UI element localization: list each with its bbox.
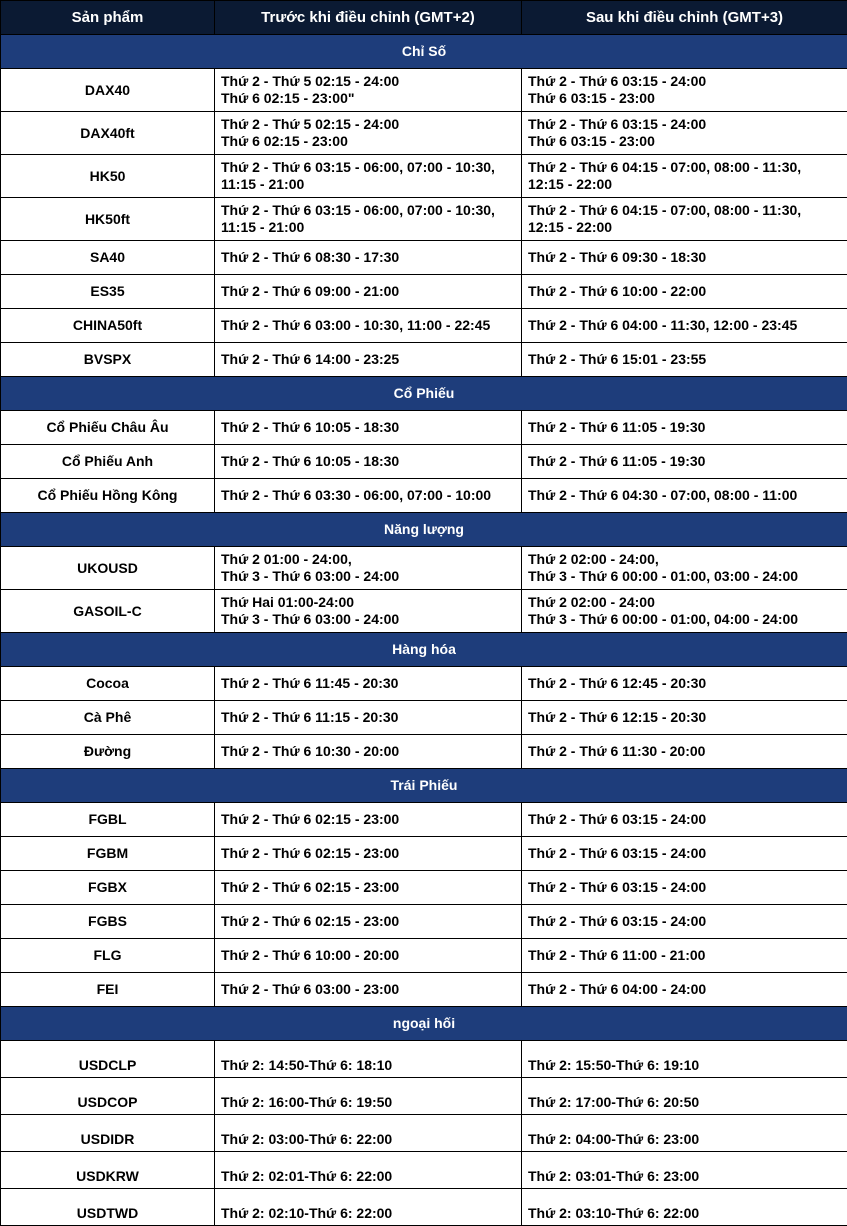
after-time-line: Thứ 2 - Thứ 6 09:30 - 18:30 (528, 249, 841, 266)
before-time-cell (215, 939, 522, 973)
before-time-cell (215, 1189, 522, 1226)
section-row-co-phieu (1, 377, 847, 411)
after-time-cell (522, 411, 847, 445)
table-header (1, 1, 847, 35)
after-time-cell (522, 112, 847, 155)
after-time-line: Thứ 2 - Thứ 6 11:05 - 19:30 (528, 419, 841, 436)
table-row (1, 1041, 847, 1078)
after-time-cell (522, 343, 847, 377)
product-cell: Đường (1, 735, 215, 769)
after-time-line: Thứ 6 03:15 - 23:00 (528, 90, 841, 107)
before-time-cell (215, 479, 522, 513)
product-cell: DAX40 (1, 69, 215, 112)
before-time-line: Thứ 2 - Thứ 5 02:15 - 24:00 (221, 116, 515, 133)
before-time-cell (215, 155, 522, 198)
before-time-line: Thứ 2 - Thứ 6 02:15 - 23:00 (221, 845, 515, 862)
after-time-line: Thứ 2: 04:00-Thứ 6: 23:00 (528, 1131, 841, 1148)
product-cell: FGBM (1, 837, 215, 871)
after-time-cell (522, 241, 847, 275)
after-time-cell (522, 1041, 847, 1078)
after-time-cell (522, 905, 847, 939)
product-cell: HK50 (1, 155, 215, 198)
after-time-line: 12:15 - 22:00 (528, 176, 841, 193)
table-row (1, 973, 847, 1007)
table-row (1, 241, 847, 275)
before-time-cell (215, 1078, 522, 1115)
before-time-line: Thứ 2: 16:00-Thứ 6: 19:50 (221, 1094, 515, 1111)
before-time-line: Thứ 2: 03:00-Thứ 6: 22:00 (221, 1131, 515, 1148)
after-time-line: Thứ 2 - Thứ 6 12:15 - 20:30 (528, 709, 841, 726)
table-row (1, 701, 847, 735)
product-cell: HK50ft (1, 198, 215, 241)
after-time-cell (522, 1189, 847, 1226)
section-row-nang-luong (1, 513, 847, 547)
before-time-line: 11:15 - 21:00 (221, 219, 515, 236)
after-time-line: Thứ 2 - Thứ 6 12:45 - 20:30 (528, 675, 841, 692)
table-row (1, 411, 847, 445)
before-time-line: Thứ 3 - Thứ 6 03:00 - 24:00 (221, 611, 515, 628)
table-row (1, 69, 847, 112)
after-time-cell (522, 837, 847, 871)
product-cell: SA40 (1, 241, 215, 275)
after-time-line: Thứ 2: 03:01-Thứ 6: 23:00 (528, 1168, 841, 1185)
before-time-line: Thứ 2 - Thứ 5 02:15 - 24:00 (221, 73, 515, 90)
before-time-line: Thứ 2 - Thứ 6 09:00 - 21:00 (221, 283, 515, 300)
after-time-line: Thứ 2 - Thứ 6 03:15 - 24:00 (528, 913, 841, 930)
product-cell: DAX40ft (1, 112, 215, 155)
table-row (1, 837, 847, 871)
product-cell: Cà Phê (1, 701, 215, 735)
table-row (1, 939, 847, 973)
section-title: Năng lượng (1, 513, 847, 547)
before-time-cell (215, 1152, 522, 1189)
section-title: Cổ Phiếu (1, 377, 847, 411)
before-time-line: Thứ 2 - Thứ 6 02:15 - 23:00 (221, 913, 515, 930)
table-row (1, 803, 847, 837)
before-time-line: Thứ 2 - Thứ 6 03:00 - 10:30, 11:00 - 22:45 (221, 317, 515, 334)
after-time-line: Thứ 2 - Thứ 6 04:15 - 07:00, 08:00 - 11:30, (528, 202, 841, 219)
after-time-cell (522, 590, 847, 633)
header-product: Sản phẩm (1, 1, 215, 35)
table-row (1, 1189, 847, 1226)
table-row (1, 590, 847, 633)
before-time-cell (215, 1041, 522, 1078)
before-time-line: Thứ 2 - Thứ 6 11:45 - 20:30 (221, 675, 515, 692)
after-time-cell (522, 871, 847, 905)
table-row (1, 198, 847, 241)
before-time-cell (215, 445, 522, 479)
before-time-line: Thứ 2 - Thứ 6 10:05 - 18:30 (221, 419, 515, 436)
before-time-cell (215, 198, 522, 241)
after-time-line: Thứ 2 - Thứ 6 04:30 - 07:00, 08:00 - 11:00 (528, 487, 841, 504)
before-time-line: Thứ 3 - Thứ 6 03:00 - 24:00 (221, 568, 515, 585)
after-time-line: Thứ 3 - Thứ 6 00:00 - 01:00, 03:00 - 24:00 (528, 568, 841, 585)
section-row-chi-so (1, 35, 847, 69)
after-time-line: Thứ 2 - Thứ 6 04:00 - 11:30, 12:00 - 23:45 (528, 317, 841, 334)
before-time-cell (215, 1115, 522, 1152)
before-time-cell (215, 871, 522, 905)
before-time-cell (215, 112, 522, 155)
before-time-line: Thứ 2 - Thứ 6 03:00 - 23:00 (221, 981, 515, 998)
product-cell: USDCOP (1, 1078, 215, 1115)
table-row (1, 1115, 847, 1152)
before-time-line: Thứ 2 - Thứ 6 03:15 - 06:00, 07:00 - 10:30, (221, 202, 515, 219)
after-time-line: Thứ 2 - Thứ 6 03:15 - 24:00 (528, 879, 841, 896)
product-cell: ES35 (1, 275, 215, 309)
product-cell: FGBX (1, 871, 215, 905)
before-time-cell (215, 411, 522, 445)
after-time-cell (522, 445, 847, 479)
before-time-cell (215, 701, 522, 735)
before-time-line: Thứ 2: 14:50-Thứ 6: 18:10 (221, 1057, 515, 1074)
before-time-cell (215, 667, 522, 701)
before-time-cell (215, 69, 522, 112)
after-time-line: Thứ 2 - Thứ 6 04:15 - 07:00, 08:00 - 11:30, (528, 159, 841, 176)
after-time-cell (522, 701, 847, 735)
table-row (1, 155, 847, 198)
after-time-cell (522, 667, 847, 701)
after-time-cell (522, 1152, 847, 1189)
section-title: Trái Phiếu (1, 769, 847, 803)
before-time-cell (215, 275, 522, 309)
after-time-line: Thứ 2 02:00 - 24:00 (528, 594, 841, 611)
product-cell: FGBS (1, 905, 215, 939)
before-time-cell (215, 905, 522, 939)
before-time-line: Thứ 2: 02:10-Thứ 6: 22:00 (221, 1205, 515, 1222)
product-cell: USDTWD (1, 1189, 215, 1226)
table-row (1, 343, 847, 377)
table-row (1, 735, 847, 769)
after-time-cell (522, 69, 847, 112)
product-cell: Cổ Phiếu Hồng Kông (1, 479, 215, 513)
before-time-cell (215, 547, 522, 590)
after-time-cell (522, 1115, 847, 1152)
before-time-cell (215, 309, 522, 343)
after-time-cell (522, 198, 847, 241)
after-time-line: Thứ 2 - Thứ 6 03:15 - 24:00 (528, 845, 841, 862)
table-row (1, 905, 847, 939)
section-row-trai-phieu (1, 769, 847, 803)
before-time-line: Thứ 2 - Thứ 6 02:15 - 23:00 (221, 879, 515, 896)
after-time-line: Thứ 2: 03:10-Thứ 6: 22:00 (528, 1205, 841, 1222)
section-title: Chỉ Số (1, 35, 847, 69)
table-row (1, 871, 847, 905)
after-time-line: Thứ 3 - Thứ 6 00:00 - 01:00, 04:00 - 24:00 (528, 611, 841, 628)
product-cell: GASOIL-C (1, 590, 215, 633)
after-time-cell (522, 309, 847, 343)
table-body (1, 35, 847, 1226)
after-time-cell (522, 803, 847, 837)
after-time-line: Thứ 2 - Thứ 6 11:05 - 19:30 (528, 453, 841, 470)
before-time-line: Thứ 2 01:00 - 24:00, (221, 551, 515, 568)
before-time-cell (215, 343, 522, 377)
table-row (1, 1152, 847, 1189)
after-time-cell (522, 547, 847, 590)
after-time-line: Thứ 2 - Thứ 6 03:15 - 24:00 (528, 811, 841, 828)
before-time-cell (215, 803, 522, 837)
before-time-line: Thứ 2 - Thứ 6 10:00 - 20:00 (221, 947, 515, 964)
after-time-line: Thứ 2 - Thứ 6 15:01 - 23:55 (528, 351, 841, 368)
product-cell: Cocoa (1, 667, 215, 701)
after-time-line: Thứ 2: 15:50-Thứ 6: 19:10 (528, 1057, 841, 1074)
product-cell: USDCLP (1, 1041, 215, 1078)
before-time-line: Thứ 2 - Thứ 6 02:15 - 23:00 (221, 811, 515, 828)
after-time-line: Thứ 6 03:15 - 23:00 (528, 133, 841, 150)
after-time-line: Thứ 2 - Thứ 6 03:15 - 24:00 (528, 116, 841, 133)
before-time-cell (215, 241, 522, 275)
product-cell: FEI (1, 973, 215, 1007)
section-title: ngoại hối (1, 1007, 847, 1041)
before-time-line: Thứ Hai 01:00-24:00 (221, 594, 515, 611)
after-time-line: Thứ 2 - Thứ 6 03:15 - 24:00 (528, 73, 841, 90)
header-before: Trước khi điều chỉnh (GMT+2) (215, 1, 522, 35)
table-row (1, 547, 847, 590)
before-time-line: Thứ 2 - Thứ 6 14:00 - 23:25 (221, 351, 515, 368)
before-time-line: 11:15 - 21:00 (221, 176, 515, 193)
product-cell: USDKRW (1, 1152, 215, 1189)
after-time-cell (522, 735, 847, 769)
before-time-line: Thứ 2 - Thứ 6 10:30 - 20:00 (221, 743, 515, 760)
before-time-cell (215, 973, 522, 1007)
after-time-line: Thứ 2: 17:00-Thứ 6: 20:50 (528, 1094, 841, 1111)
section-title: Hàng hóa (1, 633, 847, 667)
section-row-ngoai-hoi (1, 1007, 847, 1041)
table-row (1, 445, 847, 479)
before-time-line: Thứ 2 - Thứ 6 03:30 - 06:00, 07:00 - 10:00 (221, 487, 515, 504)
table-row (1, 309, 847, 343)
table-row (1, 112, 847, 155)
after-time-cell (522, 479, 847, 513)
after-time-line: Thứ 2 - Thứ 6 04:00 - 24:00 (528, 981, 841, 998)
before-time-line: Thứ 2 - Thứ 6 03:15 - 06:00, 07:00 - 10:30, (221, 159, 515, 176)
table-row (1, 667, 847, 701)
after-time-cell (522, 155, 847, 198)
product-cell: Cổ Phiếu Anh (1, 445, 215, 479)
product-cell: CHINA50ft (1, 309, 215, 343)
before-time-cell (215, 590, 522, 633)
after-time-cell (522, 1078, 847, 1115)
after-time-line: Thứ 2 - Thứ 6 10:00 - 22:00 (528, 283, 841, 300)
after-time-line: 12:15 - 22:00 (528, 219, 841, 236)
before-time-line: Thứ 2 - Thứ 6 08:30 - 17:30 (221, 249, 515, 266)
product-cell: FLG (1, 939, 215, 973)
table-row (1, 275, 847, 309)
after-time-cell (522, 275, 847, 309)
before-time-line: Thứ 2: 02:01-Thứ 6: 22:00 (221, 1168, 515, 1185)
table-row (1, 479, 847, 513)
after-time-line: Thứ 2 02:00 - 24:00, (528, 551, 841, 568)
before-time-line: Thứ 6 02:15 - 23:00" (221, 90, 515, 107)
after-time-cell (522, 939, 847, 973)
before-time-line: Thứ 2 - Thứ 6 10:05 - 18:30 (221, 453, 515, 470)
table-row (1, 1078, 847, 1115)
product-cell: USDIDR (1, 1115, 215, 1152)
before-time-cell (215, 837, 522, 871)
product-cell: BVSPX (1, 343, 215, 377)
product-cell: UKOUSD (1, 547, 215, 590)
product-cell: Cổ Phiếu Châu Âu (1, 411, 215, 445)
header-row (1, 1, 847, 35)
after-time-line: Thứ 2 - Thứ 6 11:30 - 20:00 (528, 743, 841, 760)
product-cell: FGBL (1, 803, 215, 837)
section-row-hang-hoa (1, 633, 847, 667)
before-time-line: Thứ 2 - Thứ 6 11:15 - 20:30 (221, 709, 515, 726)
before-time-line: Thứ 6 02:15 - 23:00 (221, 133, 515, 150)
after-time-cell (522, 973, 847, 1007)
header-after: Sau khi điều chỉnh (GMT+3) (522, 1, 847, 35)
before-time-cell (215, 735, 522, 769)
after-time-line: Thứ 2 - Thứ 6 11:00 - 21:00 (528, 947, 841, 964)
